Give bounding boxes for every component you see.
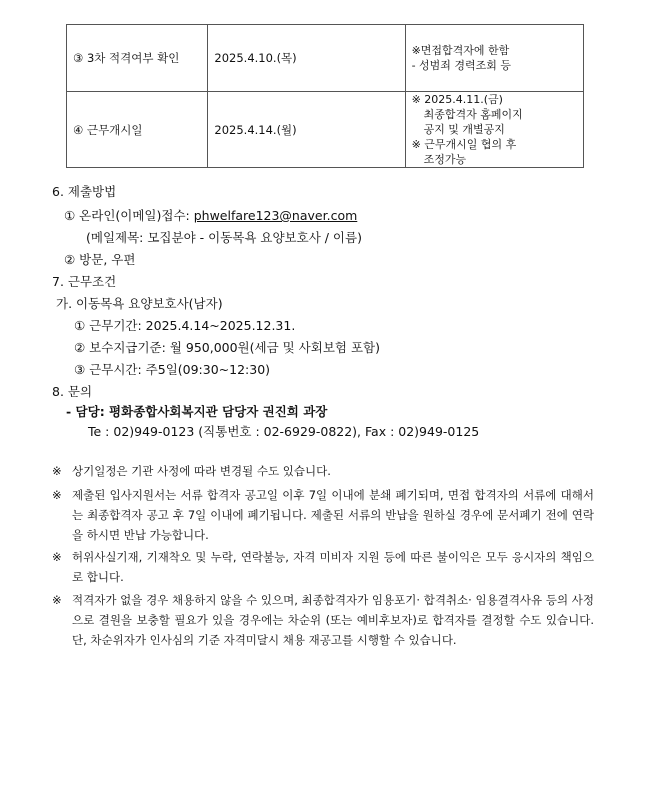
note-mark: ※ <box>52 550 62 564</box>
note-cell <box>405 92 583 168</box>
note-item <box>52 590 594 650</box>
contact-phones: Te : 02)949-0123 (직통번호 : 02-6929-0822), Fax : 02)949-0125 <box>88 424 480 439</box>
note-line: - 성범죄 경력조회 등 <box>411 59 512 72</box>
note-text: 제출된 입사지원서는 서류 합격자 공고일 이후 7일 이내에 분쇄 폐기되며, 면접 합격자의 서류에 대해서는 최종합격자 공고 후 7일 이내에 폐기됩니다. 제출된 서류의 반납을 원하실 경우에 문서폐기 전에 연락을 하시면 반납 가능합니다. <box>72 488 594 542</box>
note-mark: ※ <box>52 593 62 607</box>
submission-online-label: ① 온라인(이메일)접수: <box>64 208 194 223</box>
note-line: ※면접합격자에 한함 <box>411 44 510 57</box>
step-cell: ④ 근무개시일 <box>67 92 208 168</box>
date-cell: 2025.4.10.(목) <box>208 25 405 92</box>
note-item <box>52 461 594 481</box>
submission-visit: ② 방문, 우편 <box>64 252 136 267</box>
note-line: ※ 근무개시일 협의 후 <box>411 138 517 151</box>
date-cell: 2025.4.14.(월) <box>208 92 405 168</box>
email-subject-format: (메일제목: 모집분야 - 이동목욕 요양보호사 / 이름) <box>86 230 362 245</box>
note-line: ※ 2025.4.11.(금) <box>411 93 503 106</box>
note-item <box>52 547 594 587</box>
note-text: 허위사실기재, 기재착오 및 누락, 연락불능, 자격 미비자 지원 등에 따른 불이익은 모두 응시자의 책임으로 합니다. <box>72 550 594 584</box>
submission-online <box>64 208 357 224</box>
work-hours: ③ 근무시간: 주5일(09:30~12:30) <box>74 362 271 377</box>
table-row <box>67 92 584 168</box>
position-title: 가. 이동목욕 요양보호사(남자) <box>56 296 223 311</box>
note-mark: ※ <box>52 488 62 502</box>
step-cell: ③ 3차 적격여부 확인 <box>67 25 208 92</box>
section-8-title: 8. 문의 <box>52 384 93 399</box>
note-text: 상기일정은 기관 사정에 따라 변경될 수도 있습니다. <box>72 464 331 478</box>
schedule-table <box>66 24 584 168</box>
contact-person: - 담당: 평화종합사회복지관 담당자 권진희 과장 <box>66 404 328 419</box>
note-cell <box>405 25 583 92</box>
note-mark: ※ <box>52 464 62 478</box>
note-item <box>52 485 594 545</box>
note-line: 최종합격자 홈페이지 <box>423 108 523 121</box>
work-period: ① 근무기간: 2025.4.14~2025.12.31. <box>74 318 296 333</box>
note-text: 적격자가 없을 경우 채용하지 않을 수 있으며, 최종합격자가 임용포기· 합격취소· 임용결격사유 등의 사정으로 결원을 보충할 필요가 있을 경우에는 차순위 (또는 예비후보자)로 합격자를 결정할 수도 있습니다. 단, 차순위자가 인사심의 기준 자격미달시 채용 재공고를 시행할 수 있습니다. <box>72 593 594 647</box>
note-line: 조정가능 <box>423 153 467 166</box>
pay-standard: ② 보수지급기준: 월 950,000원(세금 및 사회보험 포함) <box>74 340 380 355</box>
email-link[interactable]: phwelfare123@naver.com <box>193 208 358 223</box>
section-6-title: 6. 제출방법 <box>52 184 117 199</box>
note-line: 공지 및 개별공지 <box>423 123 505 136</box>
table-row <box>67 25 584 92</box>
section-7-title: 7. 근무조건 <box>52 274 117 289</box>
